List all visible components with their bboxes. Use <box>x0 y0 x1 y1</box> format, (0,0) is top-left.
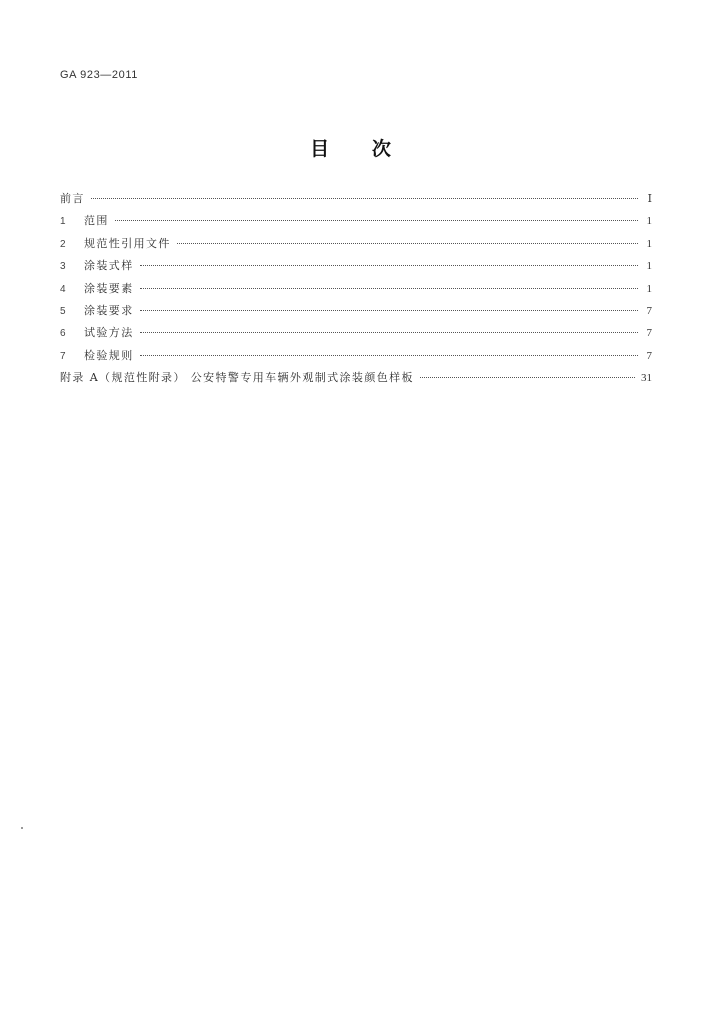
toc-entry-appendix-a[interactable] <box>60 369 652 391</box>
standard-code: GA 923—2011 <box>60 69 138 81</box>
toc-leader-dots <box>140 310 638 311</box>
toc-entry-foreword[interactable] <box>60 190 652 212</box>
toc-leader-dots <box>140 355 638 356</box>
toc-entry-page: 1 <box>646 260 652 273</box>
toc-leader-dots <box>177 243 638 244</box>
toc-entry-page: 7 <box>646 327 652 340</box>
toc-entry-inspection-rules[interactable] <box>60 347 652 369</box>
toc-entry-page: 31 <box>641 372 652 385</box>
toc-entry-coating-requirements[interactable] <box>60 302 652 324</box>
toc-entry-number: 7 <box>60 350 66 362</box>
toc-title <box>0 134 701 161</box>
toc-entry-page: 7 <box>646 304 652 317</box>
toc-entry-coating-style[interactable] <box>60 257 652 279</box>
toc-leader-dots <box>91 198 638 199</box>
toc-list <box>60 190 652 392</box>
toc-entry-number: 4 <box>60 283 66 295</box>
scan-speck <box>21 827 23 829</box>
toc-title-char-1: 目 <box>310 138 330 160</box>
toc-entry-page: 1 <box>646 282 652 295</box>
toc-entry-label: 检验规则 <box>84 348 134 362</box>
toc-title-char-2: 次 <box>371 138 391 160</box>
toc-leader-dots <box>115 220 638 221</box>
toc-leader-dots <box>420 377 635 378</box>
toc-entry-number: 2 <box>60 238 66 250</box>
toc-entry-scope[interactable] <box>60 212 652 234</box>
toc-entry-number: 5 <box>60 305 66 317</box>
toc-leader-dots <box>140 332 638 333</box>
toc-entry-number: 3 <box>60 261 66 273</box>
toc-entry-label: 涂装要素 <box>84 281 134 295</box>
toc-entry-page: 1 <box>646 237 652 250</box>
toc-entry-number: 1 <box>60 216 66 228</box>
toc-entry-label: 范围 <box>84 214 109 228</box>
toc-entry-page: 1 <box>646 215 652 228</box>
toc-entry-page: 7 <box>646 349 652 362</box>
toc-entry-label: 前言 <box>60 192 85 205</box>
toc-entry-label: 涂装要求 <box>84 303 134 317</box>
toc-entry-label: 试验方法 <box>84 326 134 340</box>
toc-entry-label: 规范性引用文件 <box>84 236 171 250</box>
toc-entry-number: 6 <box>60 328 66 340</box>
toc-entry-coating-elements[interactable] <box>60 280 652 302</box>
toc-entry-label: 涂装式样 <box>84 259 134 273</box>
toc-leader-dots <box>140 265 638 266</box>
toc-leader-dots <box>140 288 638 289</box>
toc-entry-page: Ⅰ <box>647 193 652 205</box>
toc-entry-label: 附录 A（规范性附录） 公安特警专用车辆外观制式涂装颜色样板 <box>60 371 414 385</box>
toc-entry-normative-references[interactable] <box>60 235 652 257</box>
toc-entry-test-methods[interactable] <box>60 324 652 346</box>
